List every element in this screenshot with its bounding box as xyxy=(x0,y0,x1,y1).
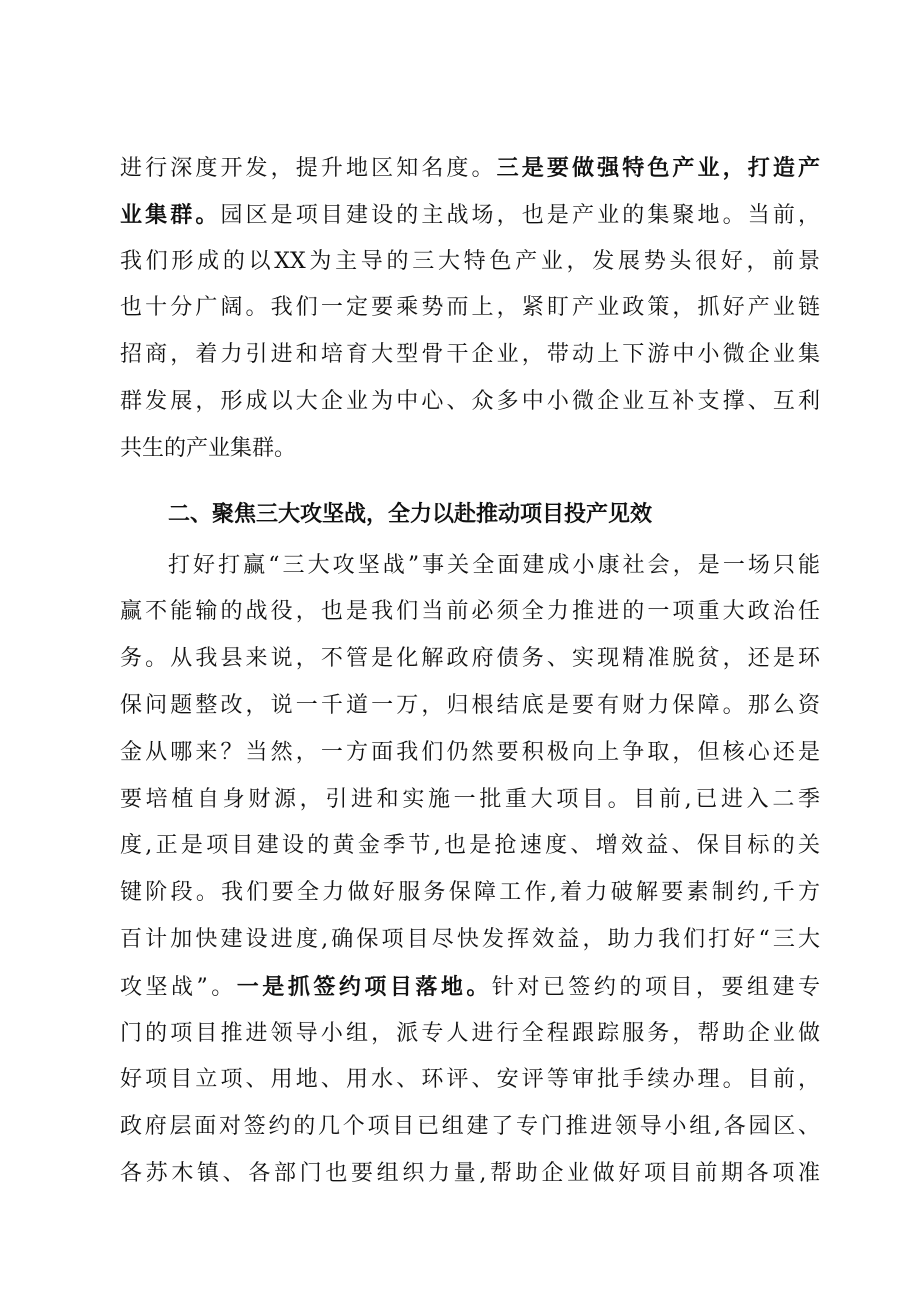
paragraph-line: 保问题整改，说一千道一万，归根结底是要有财力保障。那么资 xyxy=(120,692,820,718)
text-span: 针对已签约的项目，要组建专 xyxy=(491,974,820,1000)
paragraph-line: 务。从我县来说，不管是化解政府债务、实现精准脱贫，还是环 xyxy=(120,646,820,672)
paragraph-line: 键阶段。我们要全力做好服务保障工作,着力破解要素制约,千方 xyxy=(120,880,820,906)
paragraph-line xyxy=(120,145,820,192)
paragraph-line: 度,正是项目建设的黄金季节,也是抢速度、增效益、保目标的关 xyxy=(120,833,820,859)
document-body xyxy=(120,145,820,1198)
bold-text-span: 三是要做强特色产业，打造产 xyxy=(496,155,820,181)
paragraph-line: 赢不能输的战役，也是我们当前必须全力推进的一项重大政治任 xyxy=(120,599,820,625)
paragraph-line: 也十分广阔。我们一定要乘势而上，紧盯产业政策，抓好产业链 xyxy=(120,295,820,321)
section-heading: 二、聚焦三大攻坚战，全力以赴推动项目投产见效 xyxy=(168,501,653,527)
text-span: 攻坚战”。 xyxy=(120,974,237,1000)
paragraph-line: 政府层面对签约的几个项目已组建了专门推进领导小组,各园区、 xyxy=(120,1114,820,1140)
paragraph-line: 百计加快建设进度,确保项目尽快发挥效益，助力我们打好“三大 xyxy=(120,926,820,952)
paragraph-line: 共生的产业集群。 xyxy=(120,435,297,461)
paragraph-line: 门的项目推进领导小组，派专人进行全程跟踪服务，帮助企业做 xyxy=(120,1020,820,1046)
paragraph-line: 金从哪来？当然，一方面我们仍然要积极向上争取，但核心还是 xyxy=(120,739,820,765)
paragraph-line xyxy=(120,192,820,239)
paragraph-line xyxy=(120,964,820,1011)
paragraph-line: 打好打赢“三大攻坚战”事关全面建成小康社会，是一场只能 xyxy=(168,552,820,578)
paragraph-line: 招商，着力引进和培育大型骨干企业，带动上下游中小微企业集 xyxy=(120,342,820,368)
paragraph-line: 我们形成的以XX为主导的三大特色产业，发展势头很好，前景 xyxy=(120,248,820,274)
paragraph-line: 各苏木镇、各部门也要组织力量,帮助企业做好项目前期各项准 xyxy=(120,1160,820,1186)
text-span: 园区是项目建设的主战场，也是产业的集聚地。当前， xyxy=(220,202,820,228)
bold-text-span: 业集群。 xyxy=(120,201,221,228)
bold-text-span: 一是抓签约项目落地。 xyxy=(236,973,492,1000)
paragraph-line: 要培植自身财源，引进和实施一批重大项目。目前,已进入二季 xyxy=(120,786,820,812)
paragraph-line: 好项目立项、用地、用水、环评、安评等审批手续办理。目前， xyxy=(120,1067,820,1093)
paragraph-line: 群发展，形成以大企业为中心、众多中小微企业互补支撑、互利 xyxy=(120,388,820,414)
text-span: 进行深度开发，提升地区知名度。 xyxy=(120,156,497,181)
